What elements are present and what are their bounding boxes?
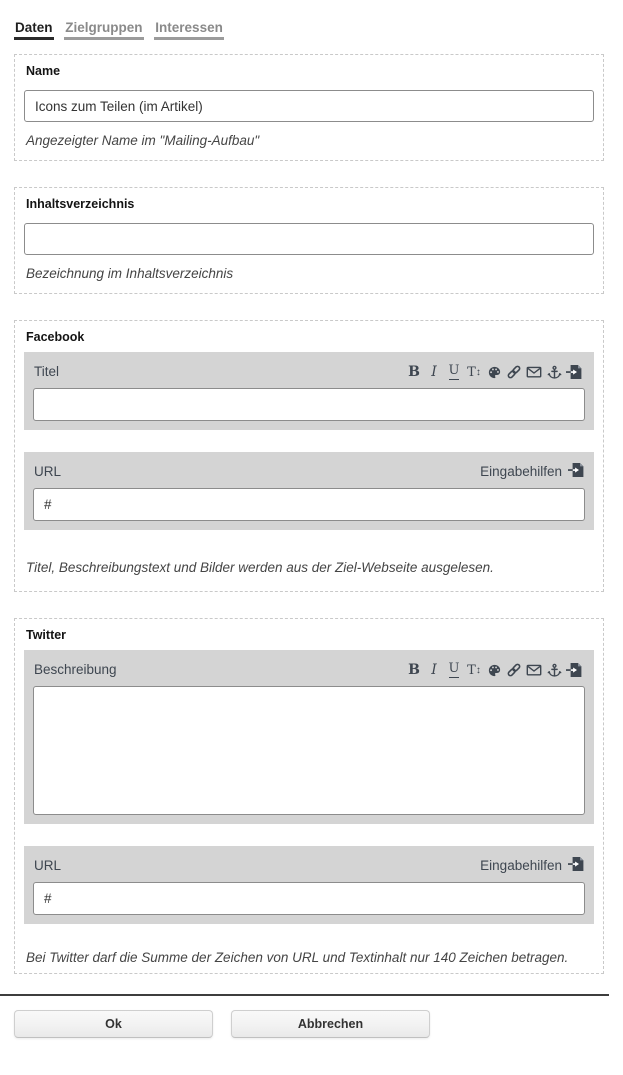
twitter-url-label: URL [34, 857, 62, 873]
section-name [14, 54, 604, 161]
font-size-icon[interactable]: T ↕ [467, 663, 481, 678]
palette-icon[interactable] [484, 362, 504, 380]
email-icon[interactable] [524, 362, 544, 380]
facebook-url-box [24, 452, 594, 530]
anchor-icon[interactable] [544, 362, 564, 380]
bold-icon[interactable]: B [408, 662, 420, 678]
insert-content-icon [568, 462, 584, 481]
twitter-description-field-label: Beschreibung [34, 661, 117, 677]
eingabehilfen-button[interactable]: Eingabehilfen [480, 462, 584, 481]
italic-icon[interactable]: I [431, 662, 437, 678]
facebook-label: Facebook [26, 330, 85, 344]
twitter-url-box [24, 846, 594, 924]
footer-divider [0, 994, 609, 996]
section-twitter [14, 618, 604, 974]
facebook-help-text: Titel, Beschreibungstext und Bilder werden aus der Ziel-Webseite ausgelesen. [26, 560, 494, 575]
name-input[interactable] [24, 90, 594, 122]
anchor-icon[interactable] [544, 660, 564, 678]
link-icon[interactable] [504, 362, 524, 380]
section-inhaltsverzeichnis [14, 187, 604, 294]
ok-button[interactable]: Ok [14, 1010, 213, 1038]
insert-content-icon[interactable] [564, 362, 584, 380]
section-facebook [14, 320, 604, 592]
twitter-description-textarea[interactable] [33, 686, 585, 815]
tab-daten[interactable]: Daten [14, 20, 54, 40]
facebook-title-input[interactable] [33, 388, 585, 421]
toc-input[interactable] [24, 223, 594, 255]
tab-bar [14, 20, 604, 40]
facebook-title-field-label: Titel [34, 363, 60, 379]
insert-content-icon [568, 856, 584, 875]
richtext-toolbar [404, 660, 584, 678]
toc-help-text: Bezeichnung im Inhaltsverzeichnis [26, 266, 234, 281]
tab-zielgruppen[interactable]: Zielgruppen [64, 20, 143, 40]
facebook-url-label: URL [34, 463, 62, 479]
palette-icon[interactable] [484, 660, 504, 678]
twitter-description-editor [24, 650, 594, 824]
cancel-button[interactable]: Abbrechen [231, 1010, 430, 1038]
tab-interessen[interactable]: Interessen [154, 20, 224, 40]
underline-icon[interactable]: U [448, 363, 460, 378]
eingabehilfen-button[interactable]: Eingabehilfen [480, 856, 584, 875]
name-label: Name [26, 64, 61, 78]
twitter-url-input[interactable] [33, 882, 585, 915]
link-icon[interactable] [504, 660, 524, 678]
twitter-label: Twitter [26, 628, 67, 642]
insert-content-icon[interactable] [564, 660, 584, 678]
facebook-url-input[interactable] [33, 488, 585, 521]
richtext-toolbar [404, 362, 584, 380]
font-size-icon[interactable]: T ↕ [467, 365, 481, 380]
name-help-text: Angezeigter Name im "Mailing-Aufbau" [26, 133, 260, 148]
bold-icon[interactable]: B [408, 364, 420, 380]
twitter-help-text: Bei Twitter darf die Summe der Zeichen von URL und Textinhalt nur 140 Zeichen betragen. [26, 950, 569, 965]
italic-icon[interactable]: I [431, 364, 437, 380]
underline-icon[interactable]: U [448, 661, 460, 676]
action-button-row [14, 1010, 623, 1038]
facebook-title-editor [24, 352, 594, 430]
toc-label: Inhaltsverzeichnis [26, 197, 135, 211]
email-icon[interactable] [524, 660, 544, 678]
